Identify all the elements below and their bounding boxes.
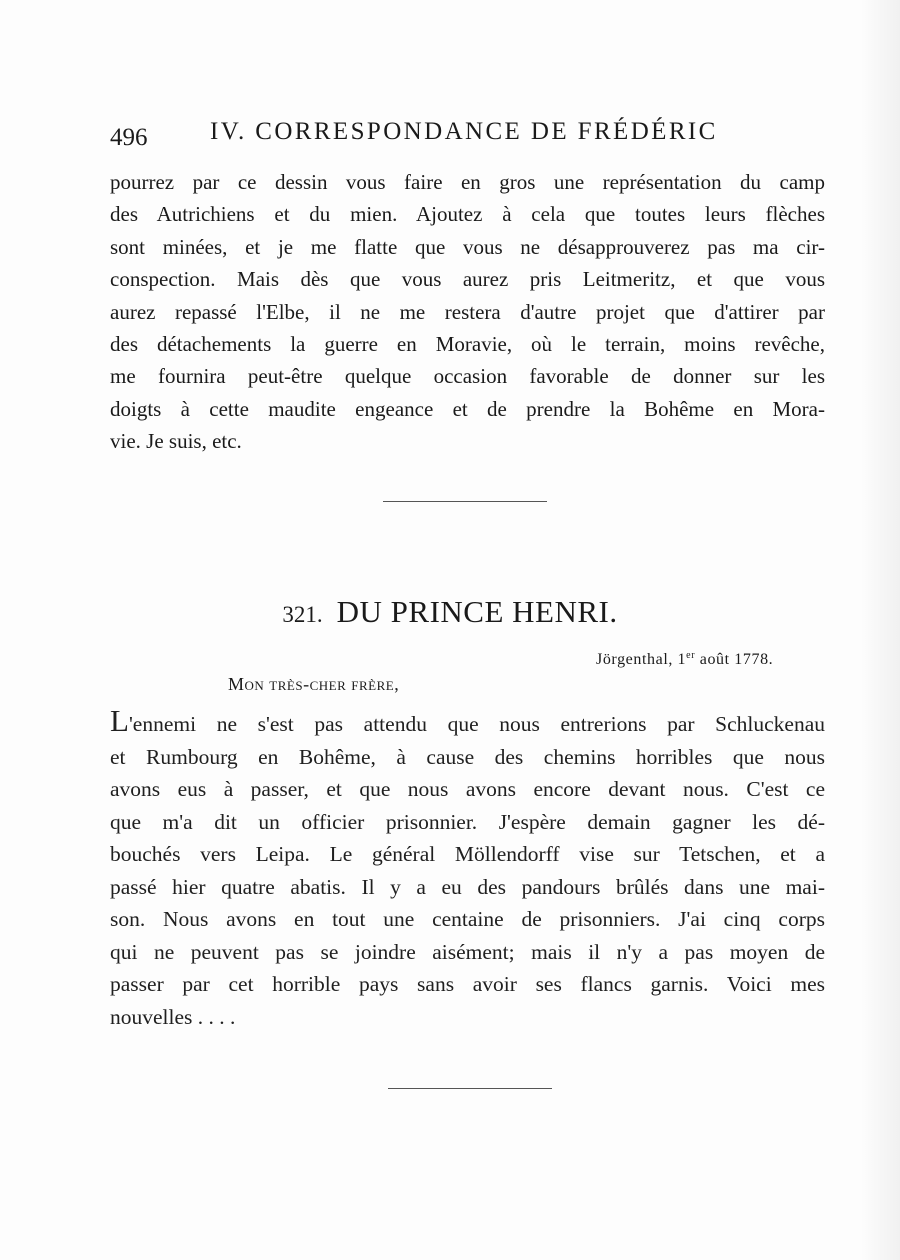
text-line: doigts à cette maudite engeance et de prendre la Bohême en Mora- [110, 396, 825, 421]
dateline-superscript: er [686, 650, 696, 661]
running-head [110, 116, 810, 156]
text-line: me fournira peut-être quelque occasion favorable de donner sur les [110, 364, 825, 389]
section-divider [388, 1088, 552, 1089]
text-line: vie. Je suis, etc. [110, 429, 242, 454]
letter-number: 321. [282, 602, 323, 627]
text-line: aurez repassé l'Elbe, il ne me restera d'autre projet que d'attirer par [110, 299, 825, 324]
text-line: sont minées, et je me flatte que vous ne désapprouverez pas ma cir- [110, 234, 825, 259]
text-line: conspection. Mais dès que vous aurez pris Leitmeritz, et que vous [110, 267, 825, 292]
text-line: et Rumbourg en Bohême, à cause des chemins horribles que nous [110, 744, 825, 769]
dateline-date: août 1778. [695, 651, 774, 668]
text-line: passer par cet horrible pays sans avoir ses flancs garnis. Voici mes [110, 972, 825, 996]
text-line: pourrez par ce dessin vous faire en gros une représentation du camp [110, 170, 825, 194]
text-line: nouvelles . . . . [110, 1004, 236, 1029]
salutation-text: on très-cher frère, [244, 674, 400, 694]
section-divider [383, 501, 547, 502]
letter-salutation [228, 674, 399, 695]
page-number: 496 [110, 124, 148, 151]
letter-heading [0, 594, 900, 630]
text-line [110, 703, 825, 741]
text-line: bouchés vers Leipa. Le général Möllendorff vise sur Tetschen, et a [110, 842, 825, 866]
letter-title: DU PRINCE HENRI. [336, 594, 618, 629]
letter-body [110, 703, 825, 1033]
text-line: son. Nous avons en tout une centaine de prisonniers. J'ai cinq corps [110, 907, 825, 931]
dateline-place: Jörgenthal, 1 [596, 651, 687, 668]
text-line: que m'a dit un officier prisonnier. J'espère demain gagner les dé- [110, 809, 825, 834]
drop-cap: L [110, 703, 129, 738]
text-line: avons eus à passer, et que nous avons encore devant nous. C'est ce [110, 777, 825, 801]
continued-letter-text [110, 166, 825, 458]
text-line: des détachements la guerre en Moravie, où le terrain, moins revêche, [110, 332, 825, 357]
salutation-initial: M [228, 674, 245, 694]
page-edge-shading [860, 0, 900, 1260]
letter-dateline [596, 650, 773, 669]
first-line-text: 'ennemi ne s'est pas attendu que nous entrerions par Schluckenau [128, 712, 825, 736]
text-line: des Autrichiens et du mien. Ajoutez à cela que toutes leurs flèches [110, 202, 825, 227]
running-title: IV. CORRESPONDANCE DE FRÉDÉRIC [210, 118, 718, 145]
text-line: passé hier quatre abatis. Il y a eu des pandours brûlés dans une mai- [110, 874, 825, 899]
text-line: qui ne peuvent pas se joindre aisément; mais il n'y a pas moyen de [110, 939, 825, 964]
